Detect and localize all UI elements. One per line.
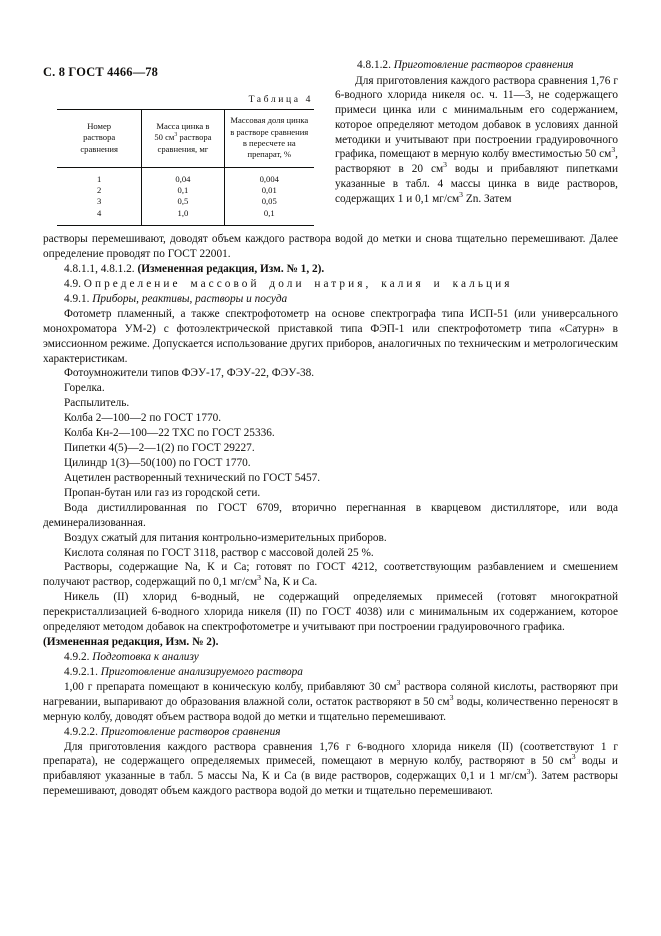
- header-cell-fraction: [224, 110, 314, 166]
- main-flow: [43, 232, 618, 799]
- header-line: раствора: [177, 132, 212, 143]
- header-line: в пересчете на: [242, 138, 296, 149]
- table-row: [57, 185, 314, 196]
- paragraph-4921: 1,00 г препарата помещают в коническую колбу, прибавляют 30 $см^3$ раствора соляной кислоты, растворяют при нагревании, выпаривают до образования влажной соли, остаток растворяют в 50 $см^3$ воды, количественно переносят в мерную колбу, доводят объем раствора водой до метки и тщательно перемешивают.: [43, 678, 618, 723]
- heading-number: 4.9.: [64, 277, 81, 290]
- right-column: [335, 58, 618, 206]
- paragraph-acid: Кислота соляная по ГОСТ 3118, раствор с массовой долей 25 %.: [64, 546, 374, 559]
- table-head: [57, 110, 314, 166]
- paragraph-nickel: Никель (II) хлорид 6-водный, не содержащий определяемых примесей (готовят многократной перекристаллизацией 6-водного хлорида никеля (II) по ГОСТ 4038) или с минимальным их содержанием, которое определяют методом добавок на спектрофотометре и учитывают при построении градуировочного графика.: [43, 591, 618, 634]
- clause-4812-heading: [335, 58, 618, 73]
- page-content: [43, 0, 618, 799]
- cell-fraction: 0,004: [259, 173, 279, 184]
- header-line: препарат, %: [247, 149, 292, 160]
- list-item: Колба 2—100—2 по ГОСТ 1770.: [64, 412, 222, 425]
- paragraph-4922: Для приготовления каждого раствора сравнения 1,76 г 6-водного хлорида никеля (II) (соответствуют 1 г препарата), не содержащего определяемых примесей, помещают в мерную колбу, растворяют в 50 $см^3$ воды и прибавляют указанные в табл. 5 массы Na, К и Са (в виде растворов, содержащих 0,1 и 1 $мг/см^3$). Затем растворы перемешивают, доводят объем каждого раствора водой до метки и тщательно перемешивают.: [43, 740, 618, 798]
- header-line: сравнения, мг: [157, 143, 209, 154]
- list-item: Горелка.: [64, 382, 105, 395]
- table-row: [57, 168, 314, 185]
- cell-number: 4: [57, 208, 142, 225]
- cell-mass: 0,04: [142, 168, 224, 185]
- clause-492-heading: [43, 650, 618, 665]
- list-item: Пропан-бутан или газ из городской сети.: [64, 486, 261, 499]
- header-cell-mass: [142, 110, 224, 166]
- cell-number: 3: [57, 196, 142, 207]
- header-line: Номер: [87, 121, 112, 132]
- cell-mass: 0,5: [142, 196, 224, 207]
- list-item: Распылитель.: [64, 397, 130, 410]
- cell-number: 2: [57, 185, 142, 196]
- table-4: [57, 110, 314, 166]
- clause-title: Приготовление растворов сравнения: [100, 725, 281, 738]
- header-line: 50 см: [154, 132, 175, 143]
- table-4-body: [57, 168, 314, 225]
- paragraph-continuation: растворы перемешивают, доводят объем каждого раствора водой до метки и снова тщательно перемешивают. Далее определение проводят по ГОСТ 22001.: [43, 233, 618, 261]
- paragraph-air: Воздух сжатый для питания контрольно-измерительных приборов.: [64, 531, 387, 544]
- header-cell-number: [57, 110, 142, 166]
- paragraph-water: Вода дистиллированная по ГОСТ 6709, вторично перегнанная в кварцевом дистилляторе, или вода деминерализованная.: [43, 501, 618, 529]
- cell-fraction: 0,01: [261, 185, 277, 196]
- list-item: Пипетки 4(5)—2—1(2) по ГОСТ 29227.: [64, 442, 255, 455]
- clause-number: 4.9.2.2.: [64, 725, 98, 738]
- table-header-row: [57, 110, 314, 166]
- paragraph-photometer: Фотометр пламенный, а также спектрофотометр на основе спектрографа типа ИСП-51 (или универсального монохроматора УМ-2) с фотоэлектрической приставкой типа ФЭП-1 или спектрофотометр типа «Сатурн» в эмиссионном режиме. Допускается использование других приборов, аналогичных по техническим и метрологическим характеристикам.: [43, 307, 618, 365]
- list-item: Ацетилен растворенный технический по ГОСТ 5457.: [64, 471, 321, 484]
- header-line: Масса цинка в: [156, 121, 210, 132]
- cell-mass: 1,0: [142, 208, 224, 225]
- cell-number: 1: [57, 168, 142, 185]
- list-item: Цилиндр 1(3)—50(100) по ГОСТ 1770.: [64, 456, 251, 469]
- clause-title: Подготовка к анализу: [92, 650, 199, 663]
- table-body: [57, 168, 314, 225]
- clause-4812-paragraph: Для приготовления каждого раствора сравнения 1,76 г 6-водного хлорида никеля ос. ч. 11—3, не содержащего примеси цинка или с минимальным его содержанием, которое определяют методом добавок в условиях данной методики и учитывают при построении градуировочного графика, помещают в мерную колбу вместимостью 50 $см^3$, растворяют в 20 $см^3$ воды и прибавляют пипетками указанные в табл. 4 массы цинка в виде растворов, содержащих 1 и 0,1 $мг/см^3$ Zn. Затем: [335, 74, 619, 205]
- clause-number: 4.8.1.2.: [357, 59, 391, 71]
- clause-4921-heading: [43, 665, 618, 680]
- clause-title: Приготовление растворов сравнения: [393, 59, 574, 71]
- table-4-block: [43, 94, 315, 226]
- heading-text: Определение массовой доли натрия, калия и кальция: [83, 277, 513, 290]
- header-line: в растворе сравнения: [230, 126, 309, 137]
- clause-title: Приготовление анализируемого раствора: [100, 665, 303, 678]
- header-line: раствора: [83, 132, 116, 143]
- clause-number: 4.9.2.1.: [64, 665, 98, 678]
- header-line: Массовая доля цинка: [230, 115, 309, 126]
- paragraph-solutions: Растворы, содержащие Na, К и Са; готовят по ГОСТ 4212, соответствующим разбавлением и смешением получают раствор, содержащий по 0,1 $мг/см^3$ Na, К и Са.: [43, 561, 618, 589]
- cell-mass: 0,1: [142, 185, 224, 196]
- clause-4922-heading: [43, 725, 618, 740]
- heading-4-9: [43, 277, 618, 292]
- table-row: [57, 208, 314, 225]
- table-row: [57, 196, 314, 207]
- clause-number: 4.9.2.: [64, 650, 90, 663]
- amendment-note-2: (Измененная редакция, Изм. № 2).: [43, 636, 219, 649]
- cell-fraction: 0,05: [261, 196, 277, 207]
- table-bottom-rule: [57, 225, 314, 226]
- amendment-bold-text: (Измененная редакция, Изм. № 1, 2).: [137, 263, 325, 275]
- clause-title: Приборы, реактивы, растворы и посуда: [92, 292, 288, 305]
- cell-fraction: 0,1: [263, 207, 275, 218]
- amendment-note-1: [43, 262, 618, 277]
- running-head: С. 8 ГОСТ 4466—78: [43, 65, 159, 79]
- table-caption: Таблица 4: [248, 94, 313, 106]
- list-item: Колба Кн-2—100—22 ТХС по ГОСТ 25336.: [64, 427, 275, 440]
- clause-491-heading: [43, 292, 618, 307]
- superscript-cubic: 3: [174, 132, 178, 139]
- amendment-clauses: 4.8.1.1, 4.8.1.2.: [64, 263, 135, 275]
- header-line: сравнения: [80, 143, 118, 154]
- list-item: Фотоумножители типов ФЭУ-17, ФЭУ-22, ФЭУ-38.: [64, 367, 315, 380]
- clause-number: 4.9.1.: [64, 292, 90, 305]
